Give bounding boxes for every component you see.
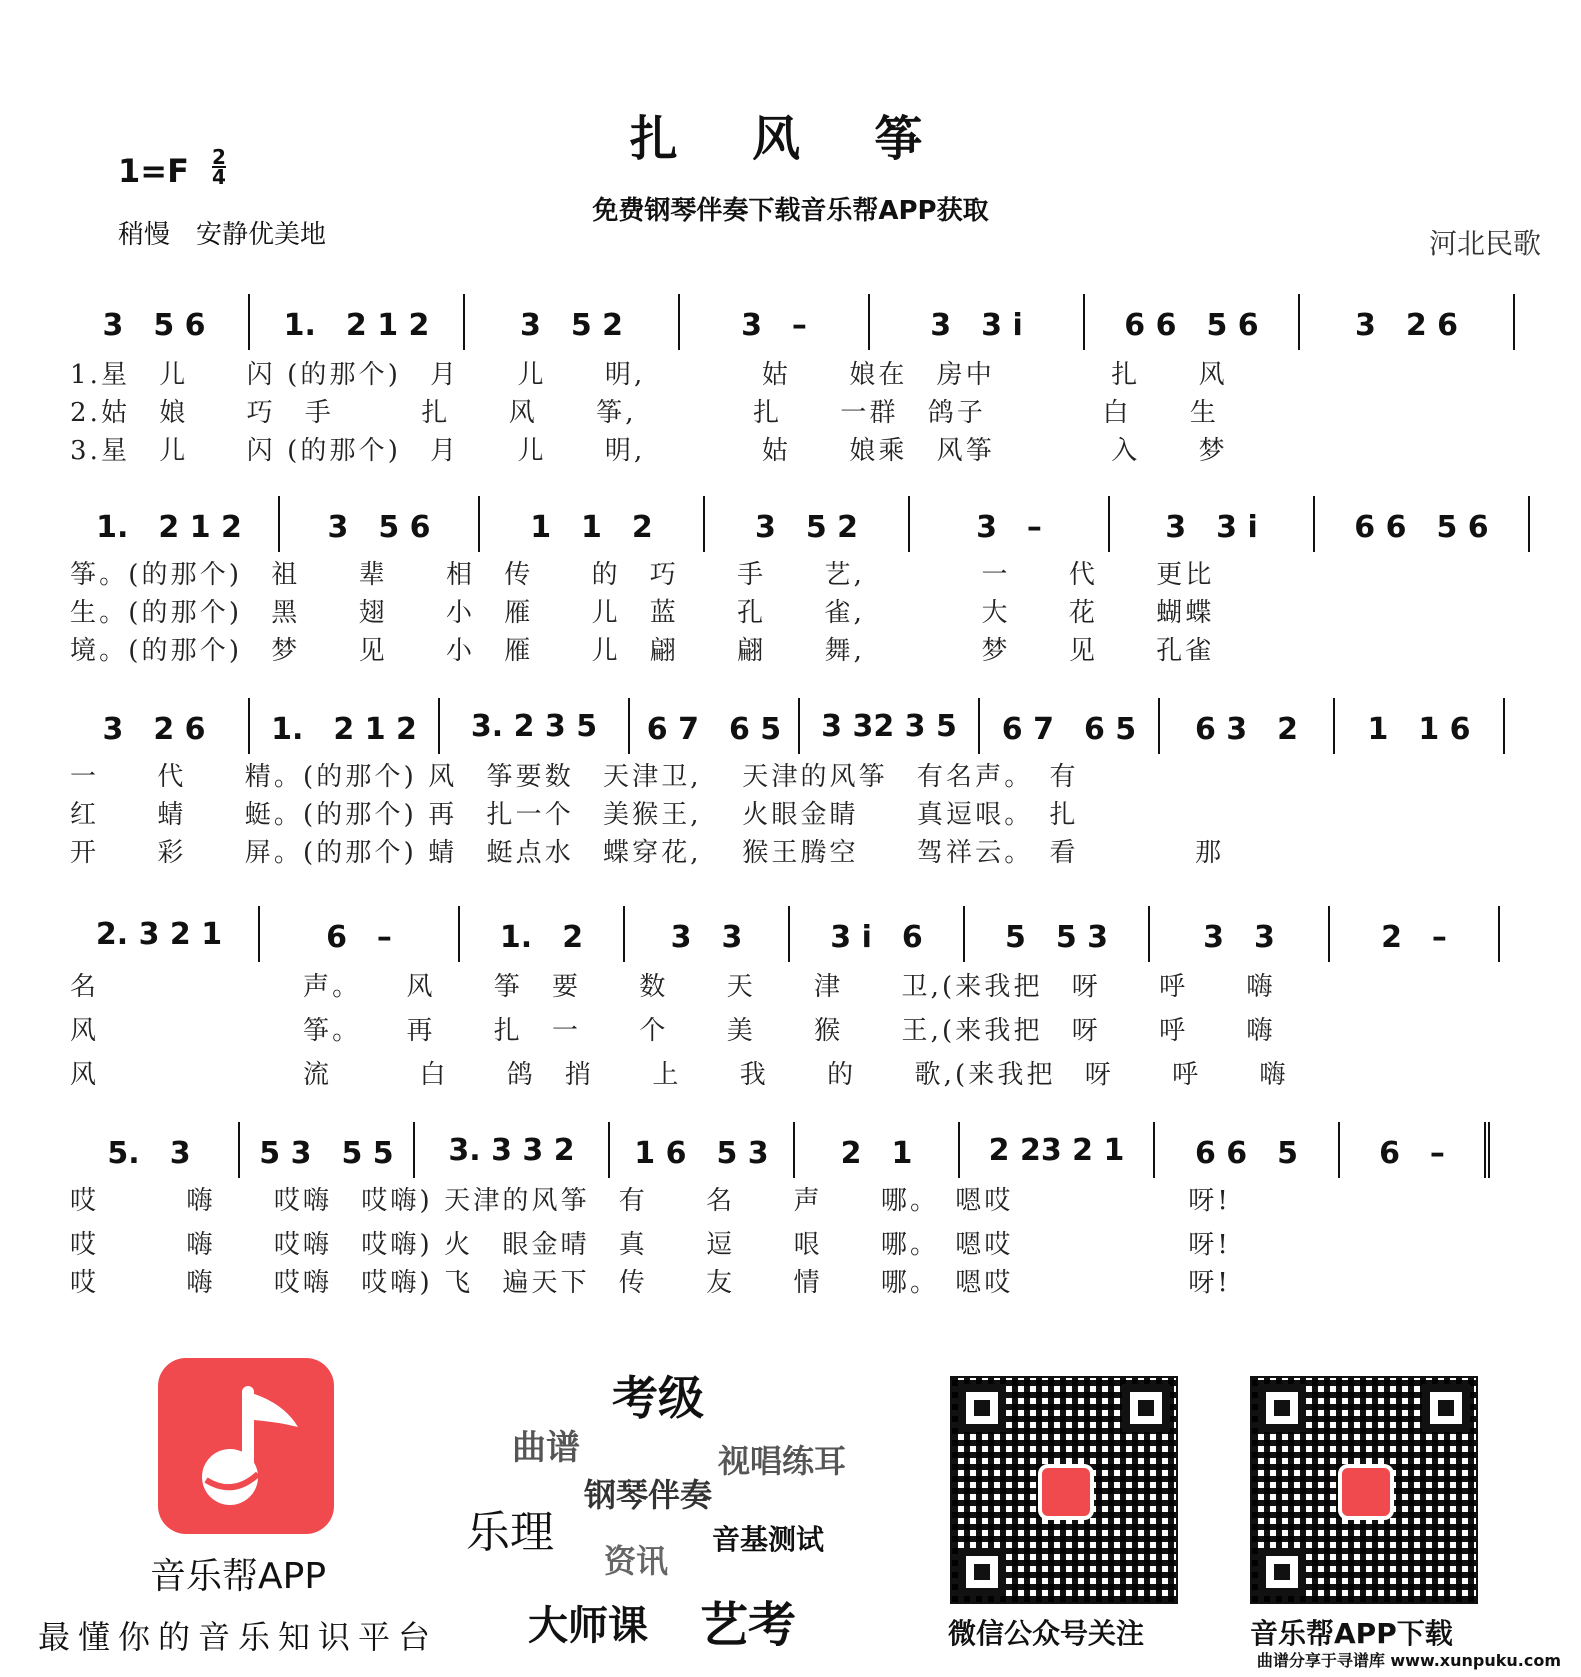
lyric-line: 开 彩 屏。(的那个) 蜻 蜓点水 蝶穿花, 猴王腾空 驾祥云。 看 那 — [70, 838, 1225, 868]
lyric-line: 哎 嗨 哎嗨 哎嗨) 天津的风筝 有 名 声 哪。 嗯哎 呀! — [70, 1186, 1231, 1216]
lyric-line: 红 蜻 蜓。(的那个) 再 扎一个 美猴王, 火眼金睛 真逗哏。 扎 — [70, 800, 1079, 830]
measure: 3 3 i — [1110, 496, 1315, 552]
measure: 3 3 — [1150, 906, 1330, 962]
tag: 资讯 — [604, 1542, 669, 1580]
measure: 1. 2 — [460, 906, 625, 962]
measure: 1. 2 1 2 — [60, 496, 280, 552]
lyric-line: 筝。(的那个) 祖 辈 相 传 的 巧 手 艺, 一 代 更比 — [70, 560, 1215, 590]
tag: 曲谱 — [512, 1428, 580, 1468]
measure: 6 7 6 5 — [980, 698, 1160, 754]
promo-text: 免费钢琴伴奏下载音乐帮APP获取 — [592, 196, 989, 226]
lyric-line: 哎 嗨 哎嗨 哎嗨) 飞 遍天下 传 友 情 哪。 嗯哎 呀! — [70, 1268, 1231, 1298]
footer-source: 曲谱分享于寻谱库 www.xunpuku.com — [1256, 1651, 1561, 1670]
notes-row — [60, 1120, 1540, 1180]
tag: 钢琴伴奏 — [584, 1476, 713, 1514]
lyric-line: 境。(的那个) 梦 见 小 雁 儿 翩 翩 舞, 梦 见 孔雀 — [70, 636, 1215, 666]
app-download-qr-code — [1250, 1376, 1478, 1604]
measure: 3 i 6 — [790, 906, 965, 962]
measure: 2 23 2 1 — [960, 1122, 1155, 1178]
measure: 3 2 6 — [1300, 294, 1515, 350]
lyric-line: 哎 嗨 哎嗨 哎嗨) 火 眼金晴 真 逗 哏 哪。 嗯哎 呀! — [70, 1230, 1231, 1260]
measure: 3 5 6 — [60, 294, 250, 350]
measure: 1. 2 1 2 — [250, 294, 465, 350]
measure: 3. 2 3 5 — [440, 698, 630, 754]
lyric-line: 一 代 精。(的那个) 风 筝要数 天津卫, 天津的风筝 有名声。 有 — [70, 762, 1079, 792]
measure: 6 3 2 — [1160, 698, 1335, 754]
measure: 2. 3 2 1 — [60, 906, 260, 962]
lyric-line: 生。(的那个) 黑 翅 小 雁 儿 蓝 孔 雀, 大 花 蝴蝶 — [70, 598, 1215, 628]
score-title: 扎 风 筝 — [629, 111, 952, 167]
measure: 3 3 i — [870, 294, 1085, 350]
measure: 1 1 2 — [480, 496, 705, 552]
notes-row — [60, 696, 1540, 756]
measure: 3 32 3 5 — [800, 698, 980, 754]
tag: 音基测试 — [712, 1523, 825, 1556]
time-bottom: 4 — [212, 165, 226, 189]
notes-row — [60, 904, 1540, 964]
measure: 3 – — [910, 496, 1110, 552]
measure: 3 5 6 — [280, 496, 480, 552]
measure: 3 – — [680, 294, 870, 350]
time-signature — [212, 145, 226, 189]
measure: 6 7 6 5 — [630, 698, 800, 754]
measure: 3 5 2 — [465, 294, 680, 350]
measure: 1. 2 1 2 — [250, 698, 440, 754]
app-slogan: 最懂你的音乐知识平台 — [38, 1618, 439, 1656]
tag: 考级 — [612, 1371, 704, 1425]
key-signature: 1=F — [118, 152, 189, 190]
measure-final: 6 – — [1340, 1122, 1490, 1178]
tag: 艺考 — [700, 1597, 797, 1653]
measure: 3 3 — [625, 906, 790, 962]
lyric-line: 风 流 白 鸽 捎 上 我 的 歌,(来我把 呀 呼 嗨 — [70, 1060, 1289, 1090]
tempo-marking: 稍慢 安静优美地 — [118, 220, 327, 250]
time-top: 2 — [212, 145, 226, 169]
qr2-caption: 音乐帮APP下载 — [1250, 1617, 1453, 1650]
tag: 乐理 — [466, 1507, 554, 1558]
author: 河北民歌 — [1428, 227, 1541, 260]
measure: 5. 3 — [60, 1122, 240, 1178]
measure: 3 2 6 — [60, 698, 250, 754]
measure: 5 3 5 5 — [240, 1122, 415, 1178]
measure: 6 6 5 — [1155, 1122, 1340, 1178]
measure: 1 1 6 — [1335, 698, 1505, 754]
measure: 5 5 3 — [965, 906, 1150, 962]
qr1-caption: 微信公众号关注 — [948, 1617, 1145, 1650]
app-name: 音乐帮APP — [150, 1556, 327, 1597]
measure: 1 6 5 3 — [610, 1122, 795, 1178]
tag: 大师课 — [528, 1603, 648, 1649]
notes-row — [60, 494, 1540, 554]
lyric-line: 2.姑 娘 巧 手 扎 风 筝, 扎 一群 鸽子 白 生 — [70, 398, 1219, 428]
wechat-qr-code — [950, 1376, 1178, 1604]
measure: 2 – — [1330, 906, 1500, 962]
measure: 3. 3 3 2 — [415, 1122, 610, 1178]
measure: 6 6 5 6 — [1085, 294, 1300, 350]
app-logo-icon — [158, 1358, 334, 1534]
lyric-line: 3.星 儿 闪 (的那个) 月 儿 明, 姑 娘乘 风筝 入 梦 — [70, 436, 1228, 466]
lyric-line: 1.星 儿 闪 (的那个) 月 儿 明, 姑 娘在 房中 扎 风 — [70, 360, 1228, 390]
measure: 2 1 — [795, 1122, 960, 1178]
tag: 视唱练耳 — [718, 1442, 847, 1480]
measure: 3 5 2 — [705, 496, 910, 552]
lyric-line: 风 筝。 再 扎 一 个 美 猴 王,(来我把 呀 呼 嗨 — [70, 1016, 1276, 1046]
notes-row — [60, 292, 1540, 352]
lyric-line: 名 声。 风 筝 要 数 天 津 卫,(来我把 呀 呼 嗨 — [70, 972, 1276, 1002]
measure: 6 6 5 6 — [1315, 496, 1530, 552]
measure: 6 – — [260, 906, 460, 962]
